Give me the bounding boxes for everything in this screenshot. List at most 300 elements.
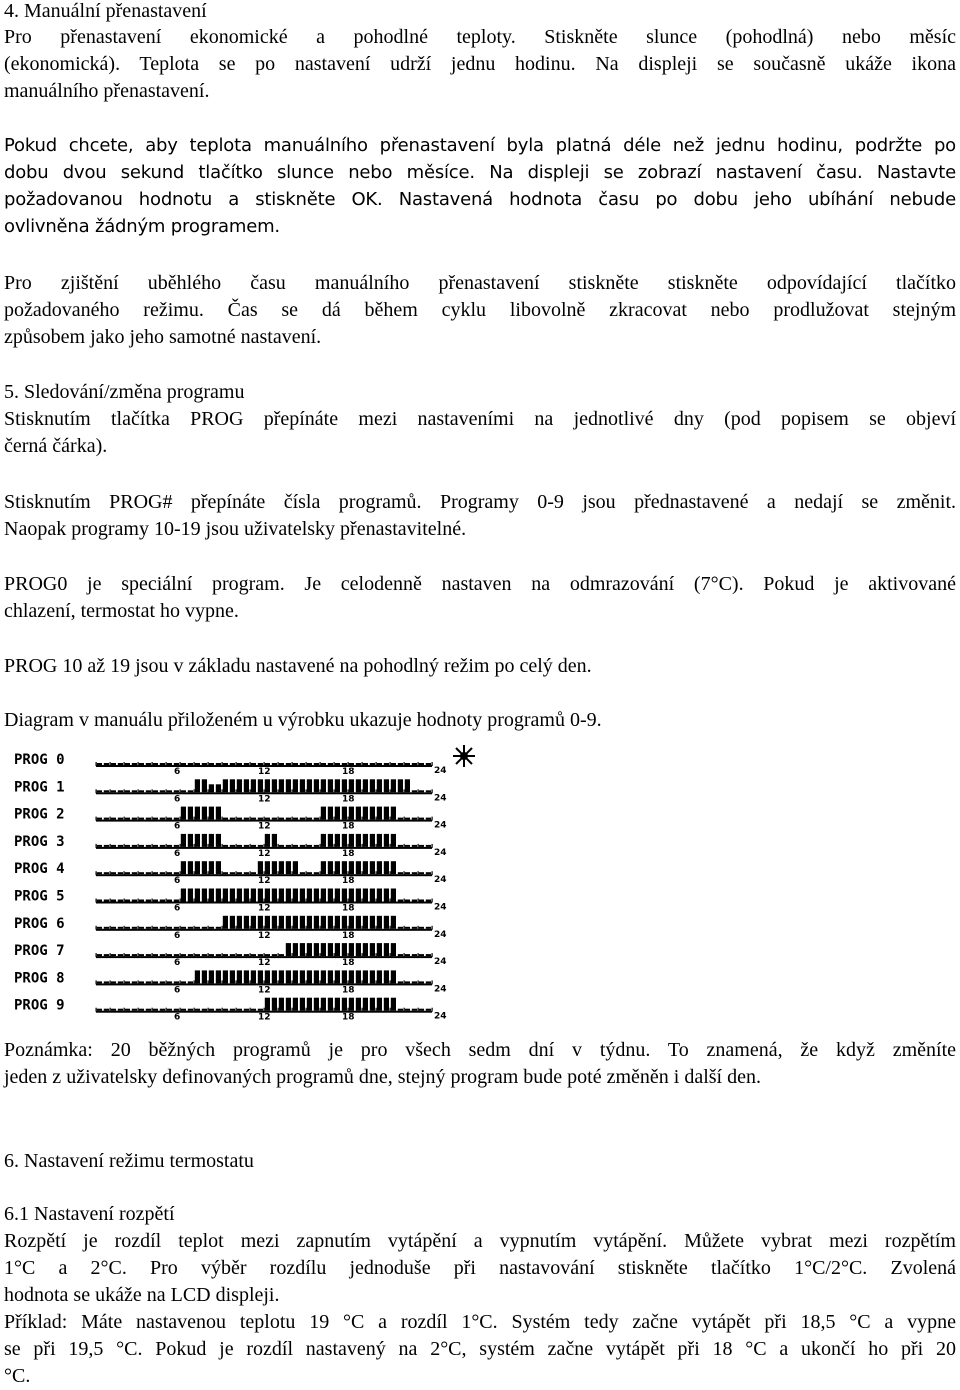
half-hour-bar (412, 845, 417, 847)
hour-tick (432, 953, 433, 957)
half-hour-bar (349, 834, 354, 847)
half-hour-bar (104, 845, 109, 847)
half-hour-bar (139, 763, 144, 765)
half-hour-bar (97, 790, 102, 792)
half-hour-bar (230, 1009, 235, 1011)
hour-tick (432, 871, 433, 875)
hour-tick (250, 980, 251, 984)
half-hour-bar (216, 927, 221, 929)
half-hour-bar (279, 954, 284, 956)
half-hour-bar (188, 1009, 193, 1011)
hour-tick (362, 926, 363, 930)
half-hour-bar (391, 998, 396, 1011)
half-hour-bar (251, 889, 256, 902)
half-hour-bar (377, 943, 382, 956)
half-hour-bar (335, 916, 340, 929)
half-hour-bar (188, 807, 193, 820)
hour-tick (432, 762, 433, 766)
half-hour-bar (118, 845, 123, 847)
hour-tick (320, 871, 321, 875)
hour-tick (180, 899, 181, 903)
half-hour-bar (195, 889, 200, 902)
half-hour-bar (391, 861, 396, 874)
paragraph-line: chlazení, termostat ho vypne. (4, 600, 239, 622)
prog-label: PROG 7 (14, 943, 65, 960)
paragraph-line: Stisknutím PROG# přepínáte čísla programů. Programy 0-9 jsou přednastavené a nedají se změnit. (4, 491, 956, 513)
half-hour-bar (223, 1009, 228, 1011)
hour-tick (306, 789, 307, 793)
half-hour-bar (398, 927, 403, 929)
half-hour-bar (209, 834, 214, 847)
hour-tick (110, 762, 111, 766)
half-hour-bar (286, 916, 291, 929)
half-hour-bar (125, 981, 130, 983)
hour-tick (236, 926, 237, 930)
hour-tick (292, 953, 293, 957)
hour-tick (194, 871, 195, 875)
half-hour-bar (230, 889, 235, 902)
half-hour-bar (328, 943, 333, 956)
hour-tick (96, 980, 97, 984)
half-hour-bar (398, 872, 403, 874)
half-hour-bar (153, 790, 158, 792)
snowflake-icon (453, 745, 475, 767)
half-hour-bar (118, 981, 123, 983)
prog-label: PROG 3 (14, 833, 65, 850)
hour-tick (152, 789, 153, 793)
half-hour-bar (314, 763, 319, 765)
half-hour-bar (195, 954, 200, 956)
half-hour-bar (314, 845, 319, 847)
half-hour-bar (342, 763, 347, 765)
half-hour-bar (370, 943, 375, 956)
half-hour-bar (230, 845, 235, 847)
half-hour-bar (258, 1009, 263, 1011)
half-hour-bar (363, 889, 368, 902)
half-hour-bar (167, 818, 172, 820)
half-hour-bar (167, 900, 172, 902)
hour-tick (236, 980, 237, 984)
half-hour-bar (209, 1009, 214, 1011)
half-hour-bar (230, 763, 235, 765)
half-hour-bar (314, 872, 319, 874)
half-hour-bar (279, 889, 284, 902)
half-hour-bar (349, 998, 354, 1011)
half-hour-bar (384, 834, 389, 847)
paragraph-line: Příklad: Máte nastavenou teplotu 19 °C a rozdíl 1°C. Systém tedy začne vytápět při 18,5 °C a vypne (4, 1311, 956, 1333)
hour-tick (306, 844, 307, 848)
half-hour-bar (209, 763, 214, 765)
half-hour-bar (146, 790, 151, 792)
hour-tick (96, 817, 97, 821)
half-hour-bar (188, 889, 193, 902)
half-hour-bar (139, 981, 144, 983)
half-hour-bar (314, 916, 319, 929)
half-hour-bar (405, 900, 410, 902)
half-hour-bar (356, 998, 361, 1011)
half-hour-bar (237, 889, 242, 902)
hour-tick (208, 1008, 209, 1012)
hour-tick (390, 953, 391, 957)
half-hour-bar (384, 916, 389, 929)
half-hour-bar (146, 954, 151, 956)
half-hour-bar (293, 779, 298, 792)
half-hour-bar (293, 889, 298, 902)
prog-label: PROG 2 (14, 806, 65, 823)
hour-tick (264, 953, 265, 957)
half-hour-bar (265, 998, 270, 1011)
half-hour-bar (244, 970, 249, 983)
hour-scale-label: 12 (258, 848, 271, 859)
hour-tick (376, 1008, 377, 1012)
hour-tick (348, 953, 349, 957)
half-hour-bar (160, 763, 165, 765)
half-hour-bar (104, 927, 109, 929)
half-hour-bar (216, 834, 221, 847)
half-hour-bar (398, 779, 403, 792)
hour-tick (222, 953, 223, 957)
hour-tick (418, 817, 419, 821)
half-hour-bar (209, 927, 214, 929)
half-hour-bar (265, 834, 270, 847)
hour-tick (264, 789, 265, 793)
half-hour-bar (398, 818, 403, 820)
half-hour-bar (321, 807, 326, 820)
hour-tick (250, 953, 251, 957)
half-hour-bar (412, 790, 417, 792)
half-hour-bar (104, 1009, 109, 1011)
half-hour-bar (153, 872, 158, 874)
half-hour-bar (188, 763, 193, 765)
half-hour-bar (202, 1009, 207, 1011)
half-hour-bar (160, 954, 165, 956)
half-hour-bar (125, 954, 130, 956)
hour-tick (96, 762, 97, 766)
half-hour-bar (342, 807, 347, 820)
half-hour-bar (391, 807, 396, 820)
half-hour-bar (419, 790, 424, 792)
section-6-heading: 6. Nastavení režimu termostatu (4, 1150, 254, 1172)
half-hour-bar (202, 970, 207, 983)
hour-scale-label: 18 (342, 985, 355, 996)
half-hour-bar (188, 834, 193, 847)
half-hour-bar (412, 872, 417, 874)
hour-tick (180, 980, 181, 984)
half-hour-bar (293, 970, 298, 983)
half-hour-bar (111, 1009, 116, 1011)
hour-tick (418, 871, 419, 875)
half-hour-bar (146, 845, 151, 847)
half-hour-bar (202, 889, 207, 902)
half-hour-bar (237, 818, 242, 820)
half-hour-bar (244, 845, 249, 847)
hour-tick (194, 926, 195, 930)
hour-tick (348, 844, 349, 848)
hour-24-label: 24 (434, 1011, 447, 1022)
half-hour-bar (216, 807, 221, 820)
half-hour-bar (321, 943, 326, 956)
prog-label: PROG 8 (14, 970, 65, 987)
half-hour-bar (300, 889, 305, 902)
half-hour-bar (398, 763, 403, 765)
hour-scale-label: 6 (174, 794, 181, 805)
hour-tick (208, 762, 209, 766)
half-hour-bar (174, 818, 179, 820)
half-hour-bar (265, 889, 270, 902)
hour-tick (222, 926, 223, 930)
hour-tick (334, 844, 335, 848)
paragraph-line: Pro zjištění uběhlého času manuálního přenastavení stiskněte stiskněte odpovídající tlačítko (4, 272, 956, 294)
half-hour-bar (237, 872, 242, 874)
hour-tick (376, 789, 377, 793)
hour-tick (278, 899, 279, 903)
half-hour-bar (293, 818, 298, 820)
hour-tick (194, 817, 195, 821)
half-hour-bar (174, 981, 179, 983)
half-hour-bar (167, 981, 172, 983)
half-hour-bar (356, 779, 361, 792)
half-hour-bar (363, 807, 368, 820)
hour-tick (376, 926, 377, 930)
half-hour-bar (293, 861, 298, 874)
hour-tick (250, 926, 251, 930)
half-hour-bar (349, 779, 354, 792)
hour-tick (180, 871, 181, 875)
hour-tick (390, 844, 391, 848)
hour-tick (334, 980, 335, 984)
half-hour-bar (377, 779, 382, 792)
half-hour-bar (419, 900, 424, 902)
half-hour-bar (160, 981, 165, 983)
half-hour-bar (349, 861, 354, 874)
hour-tick (404, 762, 405, 766)
half-hour-bar (125, 845, 130, 847)
half-hour-bar (195, 861, 200, 874)
half-hour-bar (307, 943, 312, 956)
half-hour-bar (370, 779, 375, 792)
hour-tick (432, 899, 433, 903)
hour-tick (348, 817, 349, 821)
hour-tick (320, 980, 321, 984)
half-hour-bar (223, 970, 228, 983)
half-hour-bar (195, 779, 200, 792)
half-hour-bar (300, 998, 305, 1011)
hour-tick (250, 817, 251, 821)
half-hour-bar (279, 861, 284, 874)
half-hour-bar (132, 900, 137, 902)
hour-tick (166, 953, 167, 957)
half-hour-bar (139, 872, 144, 874)
half-hour-bar (258, 970, 263, 983)
half-hour-bar (153, 954, 158, 956)
note-line: Poznámka: 20 běžných programů je pro všech sedm dní v týdnu. To znamená, že když změníte (4, 1039, 956, 1061)
hour-tick (306, 762, 307, 766)
prog-label: PROG 9 (14, 997, 65, 1014)
half-hour-bar (391, 779, 396, 792)
hour-tick (138, 844, 139, 848)
hour-tick (418, 953, 419, 957)
half-hour-bar (307, 889, 312, 902)
hour-tick (306, 817, 307, 821)
hour-tick (362, 762, 363, 766)
half-hour-bar (153, 763, 158, 765)
half-hour-bar (384, 807, 389, 820)
half-hour-bar (265, 779, 270, 792)
hour-scale-label: 12 (258, 930, 271, 941)
half-hour-bar (272, 861, 277, 874)
hour-tick (306, 926, 307, 930)
half-hour-bar (132, 763, 137, 765)
hour-tick (348, 1008, 349, 1012)
half-hour-bar (174, 763, 179, 765)
half-hour-bar (174, 790, 179, 792)
hour-scale-label: 18 (342, 1012, 355, 1023)
half-hour-bar (314, 818, 319, 820)
half-hour-bar (97, 818, 102, 820)
hour-tick (404, 844, 405, 848)
half-hour-bar (426, 900, 431, 902)
half-hour-bar (125, 1009, 130, 1011)
paragraph-line: požadovaného režimu. Čas se dá během cyklu libovolně zkracovat nebo prodlužovat stejným (4, 299, 956, 321)
half-hour-bar (377, 998, 382, 1011)
half-hour-bar (146, 900, 151, 902)
hour-tick (110, 871, 111, 875)
half-hour-bar (342, 889, 347, 902)
half-hour-bar (181, 763, 186, 765)
hour-tick (432, 926, 433, 930)
half-hour-bar (153, 845, 158, 847)
half-hour-bar (195, 763, 200, 765)
paragraph-line: 1°C a 2°C. Pro výběr rozdílu jednoduše při nastavování stiskněte tlačítko 1°C/2°C. Zvolená (4, 1257, 956, 1279)
half-hour-bar (384, 861, 389, 874)
hour-tick (264, 844, 265, 848)
half-hour-bar (370, 970, 375, 983)
half-hour-bar (111, 872, 116, 874)
paragraph-line: způsobem jako jeho samotné nastavení. (4, 326, 322, 348)
hour-scale-label: 6 (174, 876, 181, 887)
half-hour-bar (132, 818, 137, 820)
half-hour-bar (419, 927, 424, 929)
half-hour-bar (405, 981, 410, 983)
half-hour-bar (160, 900, 165, 902)
half-hour-bar (272, 763, 277, 765)
hour-tick (278, 953, 279, 957)
half-hour-bar (356, 970, 361, 983)
hour-tick (180, 1008, 181, 1012)
half-hour-bar (146, 981, 151, 983)
half-hour-bar (321, 861, 326, 874)
hour-tick (390, 789, 391, 793)
half-hour-bar (363, 916, 368, 929)
hour-tick (124, 926, 125, 930)
half-hour-bar (174, 927, 179, 929)
half-hour-bar (342, 779, 347, 792)
hour-tick (292, 926, 293, 930)
half-hour-bar (272, 998, 277, 1011)
hour-tick (152, 926, 153, 930)
hour-tick (320, 1008, 321, 1012)
half-hour-bar (307, 916, 312, 929)
hour-tick (320, 844, 321, 848)
paragraph-line: Stisknutím tlačítka PROG přepínáte mezi nastaveními na jednotlivé dny (pod popisem se objeví (4, 408, 956, 430)
half-hour-bar (209, 861, 214, 874)
half-hour-bar (174, 845, 179, 847)
hour-tick (362, 980, 363, 984)
half-hour-bar (342, 861, 347, 874)
half-hour-bar (118, 872, 123, 874)
hour-tick (292, 871, 293, 875)
hour-tick (208, 871, 209, 875)
half-hour-bar (188, 790, 193, 792)
half-hour-bar (412, 763, 417, 765)
hour-tick (180, 817, 181, 821)
paragraph-line: černá čárka). (4, 435, 108, 457)
half-hour-bar (405, 927, 410, 929)
hour-tick (432, 980, 433, 984)
half-hour-bar (321, 834, 326, 847)
half-hour-bar (265, 818, 270, 820)
half-hour-bar (146, 818, 151, 820)
half-hour-bar (300, 943, 305, 956)
half-hour-bar (307, 818, 312, 820)
half-hour-bar (216, 889, 221, 902)
hour-scale-label: 6 (174, 821, 181, 832)
half-hour-bar (349, 889, 354, 902)
hour-tick (320, 926, 321, 930)
half-hour-bar (426, 845, 431, 847)
half-hour-bar (300, 872, 305, 874)
hour-scale-label: 6 (174, 848, 181, 859)
half-hour-bar (391, 763, 396, 765)
hour-tick (138, 899, 139, 903)
hour-tick (96, 844, 97, 848)
half-hour-bar (139, 845, 144, 847)
hour-tick (208, 899, 209, 903)
hour-tick (96, 871, 97, 875)
hour-tick (404, 1008, 405, 1012)
half-hour-bar (314, 889, 319, 902)
half-hour-bar (370, 763, 375, 765)
hour-24-label: 24 (434, 847, 447, 858)
half-hour-bar (181, 834, 186, 847)
half-hour-bar (377, 861, 382, 874)
hour-tick (222, 762, 223, 766)
half-hour-bar (328, 779, 333, 792)
hour-tick (208, 953, 209, 957)
half-hour-bar (258, 916, 263, 929)
hour-tick (390, 817, 391, 821)
half-hour-bar (293, 998, 298, 1011)
half-hour-bar (125, 900, 130, 902)
half-hour-bar (188, 954, 193, 956)
half-hour-bar (237, 954, 242, 956)
prog-label: PROG 4 (14, 861, 65, 878)
hour-tick (208, 789, 209, 793)
half-hour-bar (195, 927, 200, 929)
half-hour-bar (279, 779, 284, 792)
half-hour-bar (223, 845, 228, 847)
hour-tick (152, 844, 153, 848)
half-hour-bar (146, 1009, 151, 1011)
half-hour-bar (146, 872, 151, 874)
half-hour-bar (384, 889, 389, 902)
hour-tick (334, 762, 335, 766)
half-hour-bar (377, 970, 382, 983)
half-hour-bar (167, 845, 172, 847)
hour-tick (334, 789, 335, 793)
hour-tick (334, 899, 335, 903)
half-hour-bar (307, 872, 312, 874)
